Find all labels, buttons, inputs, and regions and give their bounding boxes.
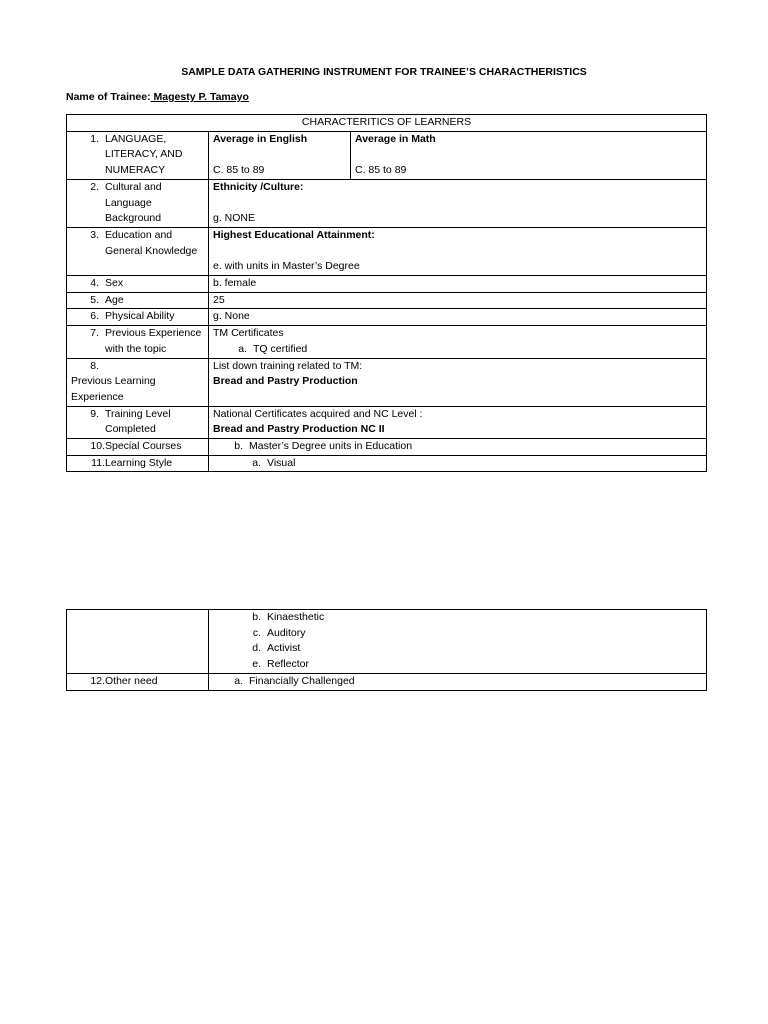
table-row: 5. Age 25: [67, 292, 707, 309]
trainee-label: Name of Trainee:: [66, 91, 151, 103]
ethnicity-heading: Ethnicity /Culture:: [213, 180, 304, 193]
row-label: Learning Style: [105, 456, 173, 469]
english-value: C. 85 to 89: [213, 164, 265, 177]
continuation-table: [66, 609, 707, 691]
learning-style-value: Visual: [267, 456, 296, 469]
row-label: Other need: [105, 674, 158, 687]
education-heading: Highest Educational Attainment:: [213, 228, 375, 241]
table-row: 8.Previous Learning Experience List down training related to TM: Bread and Pastry Production: [67, 358, 707, 406]
education-value: e. with units in Master’s Degree: [213, 260, 360, 273]
table-header-row: [67, 115, 707, 132]
nc-value: Bread and Pastry Production NC II: [213, 423, 385, 436]
tm-certificate-item: a. TQ certified: [238, 342, 308, 355]
math-cell: [351, 131, 707, 179]
row-label: Previous Learning Experience: [71, 375, 156, 403]
list-item: d. Activist: [252, 642, 301, 655]
row-label: LANGUAGE, LITERACY, AND NUMERACY: [105, 132, 183, 177]
training-value: Bread and Pastry Production: [213, 375, 358, 388]
row-label: Physical Ability: [105, 310, 175, 323]
trainee-name: Magesty P. Tamayo: [150, 91, 249, 103]
table-row: 6. Physical Ability g. None: [67, 309, 707, 326]
table-header: CHARACTERITICS OF LEARNERS: [67, 115, 707, 132]
table-row: 12.Other need a. Financially Challenged: [67, 673, 707, 690]
row-label: Sex: [105, 277, 124, 290]
table-row: 2. Cultural and Language Background Ethnicity /Culture: g. NONE: [67, 179, 707, 227]
document-title: SAMPLE DATA GATHERING INSTRUMENT FOR TRAINEE’S CHARACTHERISTICS: [181, 66, 587, 78]
english-heading: Average in English: [213, 132, 308, 145]
table-row: 11.Learning Style a. Visual: [67, 455, 707, 472]
math-value: C. 85 to 89: [355, 164, 407, 177]
characteristics-table: [66, 114, 707, 472]
list-item: c. Auditory: [252, 626, 306, 639]
training-label: List down training related to TM:: [213, 359, 363, 372]
list-item: e. Reflector: [252, 658, 310, 671]
learning-styles-list: [209, 610, 707, 674]
row-label: Education and General Knowledge: [105, 228, 198, 257]
math-heading: Average in Math: [355, 132, 436, 145]
ethnicity-value: g. NONE: [213, 212, 256, 225]
special-course-value: Master’s Degree units in Education: [249, 440, 413, 453]
table-row: [67, 131, 707, 179]
nc-label: National Certificates acquired and NC Level :: [213, 407, 423, 420]
table-row: [67, 610, 707, 674]
physical-ability-value: g. None: [209, 309, 707, 326]
trainee-name-line: [66, 91, 249, 103]
table-row: 10.Special Courses b. Master’s Degree units in Education: [67, 439, 707, 456]
list-item: b. Kinaesthetic: [252, 611, 325, 623]
table-row: 9. Training Level Completed National Certificates acquired and NC Level : Bread and Pastry Production NC II: [67, 406, 707, 438]
table-row: 4. Sex b. female: [67, 276, 707, 293]
sex-value: b. female: [209, 276, 707, 293]
table-row: 3. Education and General Knowledge Highest Educational Attainment: e. with units in Master’s Degree: [67, 227, 707, 275]
row-label: Age: [105, 293, 124, 306]
tm-certificates-label: TM Certificates: [213, 327, 284, 340]
table-row: 7. Previous Experience with the topic TM Certificates a. TQ certified: [67, 326, 707, 358]
row-label: Cultural and Language Background: [105, 180, 162, 225]
english-cell: [209, 131, 351, 179]
row-label-cell: 1. LANGUAGE, LITERACY, AND NUMERACY: [67, 131, 209, 179]
age-value: 25: [209, 292, 707, 309]
other-need-value: Financially Challenged: [249, 674, 355, 687]
row-label: Special Courses: [105, 440, 182, 453]
row-label: Training Level Completed: [105, 407, 171, 436]
row-label: Previous Experience with the topic: [105, 327, 202, 355]
